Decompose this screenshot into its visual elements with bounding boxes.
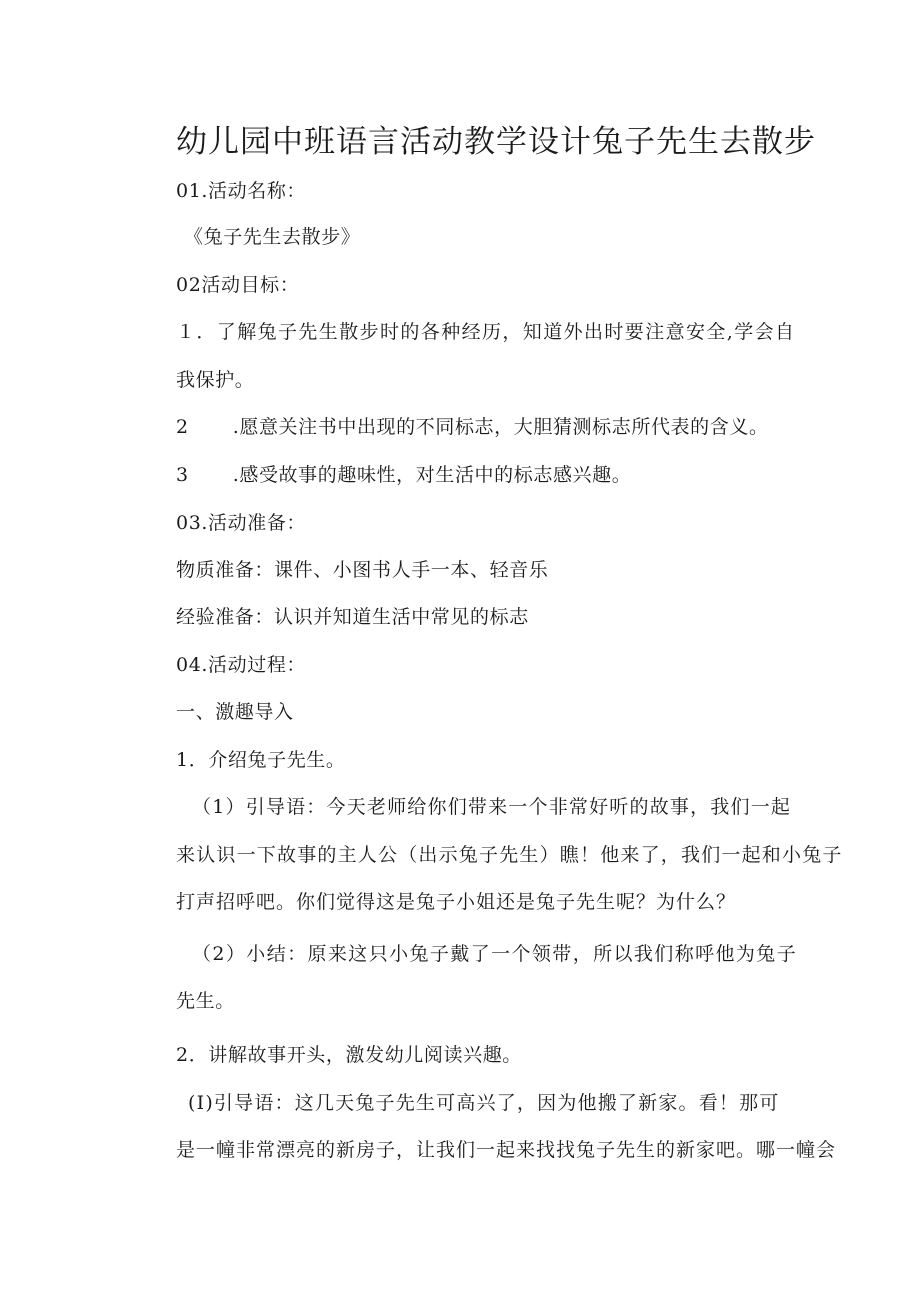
goal-3-number: 3 [176,464,189,486]
paragraph-line: 是一幢非常漂亮的新房子，让我们一起来找找兔子先生的新家吧。哪一幢会 [176,1139,837,1161]
paragraph-line: 先生。 [176,990,235,1012]
goal-2 [176,412,769,439]
section-heading-activity-goals: 02活动目标： [176,274,300,296]
section-heading-activity-name: 01.活动名称： [176,180,307,202]
goal-1-line-2: 我保护。 [176,369,255,391]
section-heading-activity-process: 04.活动过程： [176,654,307,676]
experience-preparation: 经验准备：认识并知道生活中常见的标志 [176,606,529,628]
material-preparation: 物质准备：课件、小图书人手一本、轻音乐 [176,559,549,581]
paragraph-line: (I)引导语：这几天兔子先生可高兴了，因为他搬了新家。看！那可 [188,1092,780,1114]
process-substep-2: 2．讲解故事开头，激发幼儿阅读兴趣。 [176,1044,522,1066]
paragraph-line: （1）引导语：今天老师给你们带来一个非常好听的故事，我们一起 [192,796,792,818]
goal-1-line-1: １．了解兔子先生散步时的各种经历，知道外出时要注意安全,学会自 [176,321,796,343]
goal-2-number: 2 [176,416,189,438]
document-title: 幼儿园中班语言活动教学设计兔子先生去散步 [176,124,816,160]
process-substep-1: 1．介绍兔子先生。 [176,749,346,771]
goal-2-text: .愿意关注书中出现的不同标志，大胆猜测标志所代表的含义。 [232,416,769,438]
goal-3 [176,460,631,487]
activity-name-text: 《兔子先生去散步》 [184,226,361,248]
goal-3-text: .感受故事的趣味性，对生活中的标志感兴趣。 [232,464,632,486]
paragraph-line: （2）小结：原来这只小兔子戴了一个领带，所以我们称呼他为兔子 [192,943,798,965]
paragraph-line: 打声招呼吧。你们觉得这是兔子小姐还是兔子先生呢？为什么？ [176,891,737,913]
process-step-heading: 一、激趣导入 [176,701,294,723]
section-heading-activity-preparation: 03.活动准备： [176,512,307,534]
paragraph-line: 来认识一下故事的主人公（出示兔子先生）瞧！他来了，我们一起和小兔子 [176,844,843,866]
